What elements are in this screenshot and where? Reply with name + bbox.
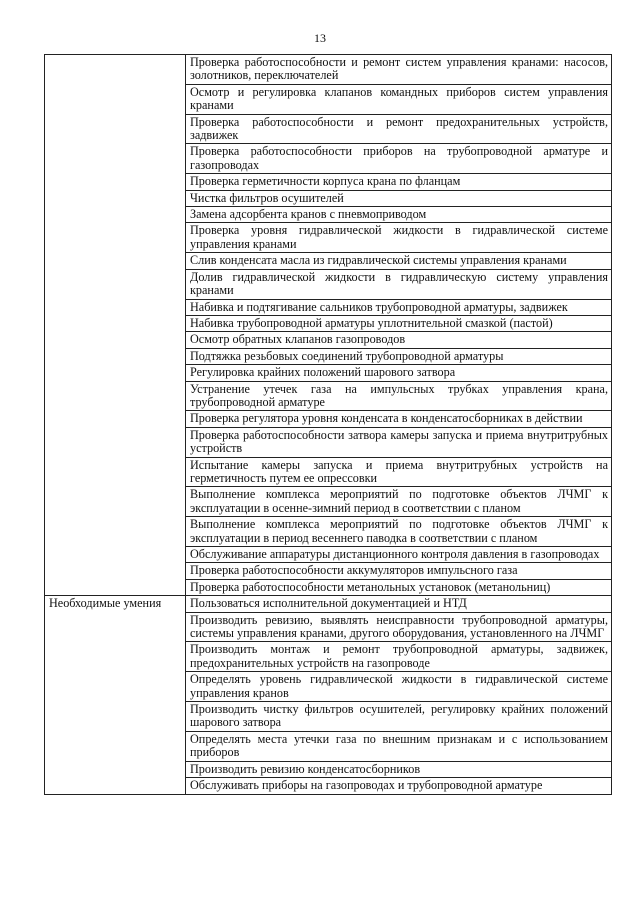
section-two-item: Обслуживать приборы на газопроводах и трубопроводной арматуре xyxy=(186,778,612,794)
section-one-item: Обслуживание аппаратуры дистанционного контроля давления в газопроводах xyxy=(186,547,612,563)
section-one-item: Проверка герметичности корпуса крана по фланцам xyxy=(186,174,612,190)
section-one-item: Проверка работоспособности и ремонт систем управления кранами: насосов, золотников, переключателей xyxy=(186,55,612,85)
page-number: 13 xyxy=(314,31,326,45)
section-two-item: Производить чистку фильтров осушителей, регулировку крайних положений шарового затвора xyxy=(186,702,612,732)
section-one-item: Проверка работоспособности метанольных установок (метанольниц) xyxy=(186,579,612,595)
section-two-item: Пользоваться исполнительной документацией и НТД xyxy=(186,596,612,612)
section-one-item: Проверка регулятора уровня конденсата в конденсатосборниках в действии xyxy=(186,411,612,427)
section-one-item: Осмотр обратных клапанов газопроводов xyxy=(186,332,612,348)
section-one-item: Проверка работоспособности аккумуляторов импульсного газа xyxy=(186,563,612,579)
section-one-item: Набивка трубопроводной арматуры уплотнительной смазкой (пастой) xyxy=(186,315,612,331)
section-two-label: Необходимые умения xyxy=(45,596,186,794)
section-one-item: Испытание камеры запуска и приема внутритрубных устройств на герметичность путем ее опрессовки xyxy=(186,457,612,487)
section-one-label xyxy=(45,55,186,596)
section-one-item: Проверка работоспособности затвора камеры запуска и приема внутритрубных устройств xyxy=(186,427,612,457)
section-one-item: Выполнение комплекса мероприятий по подготовке объектов ЛЧМГ к эксплуатации в осенне-зимний период в соответствии с планом xyxy=(186,487,612,517)
section-one-item: Проверка уровня гидравлической жидкости в гидравлической системе управления кранами xyxy=(186,223,612,253)
section-one-item: Чистка фильтров осушителей xyxy=(186,190,612,206)
section-one-item: Набивка и подтягивание сальников трубопроводной арматуры, задвижек xyxy=(186,299,612,315)
section-two-item: Определять уровень гидравлической жидкости в гидравлической системе управления кранов xyxy=(186,672,612,702)
section-one-item: Долив гидравлической жидкости в гидравлическую систему управления кранами xyxy=(186,269,612,299)
section-one-item: Слив конденсата масла из гидравлической системы управления кранами xyxy=(186,253,612,269)
section-two-item: Производить ревизию, выявлять неисправности трубопроводной арматуры, системы управления кранами, другого оборудования, установленного на ЛЧМГ xyxy=(186,612,612,642)
section-two-item: Производить монтаж и ремонт трубопроводной арматуры, задвижек, предохранительных устройств на газопроводе xyxy=(186,642,612,672)
section-two-item: Производить ревизию конденсатосборников xyxy=(186,761,612,777)
section-two-item: Определять места утечки газа по внешним признакам и с использованием приборов xyxy=(186,731,612,761)
section-one-item: Устранение утечек газа на импульсных трубках управления крана, трубопроводной арматуре xyxy=(186,381,612,411)
section-one-item: Проверка работоспособности приборов на трубопроводной арматуре и газопроводах xyxy=(186,144,612,174)
section-one-item: Осмотр и регулировка клапанов командных приборов систем управления кранами xyxy=(186,84,612,114)
section-one-item: Проверка работоспособности и ремонт предохранительных устройств, задвижек xyxy=(186,114,612,144)
section-one-item: Регулировка крайних положений шарового затвора xyxy=(186,365,612,381)
competency-table xyxy=(44,54,612,795)
table-row xyxy=(45,596,612,612)
section-one-item: Замена адсорбента кранов с пневмоприводом xyxy=(186,207,612,223)
section-one-item: Выполнение комплекса мероприятий по подготовке объектов ЛЧМГ к эксплуатации в период весеннего паводка в соответствии с планом xyxy=(186,517,612,547)
competency-table-body xyxy=(45,55,612,795)
table-row xyxy=(45,55,612,85)
section-one-item: Подтяжка резьбовых соединений трубопроводной арматуры xyxy=(186,348,612,364)
